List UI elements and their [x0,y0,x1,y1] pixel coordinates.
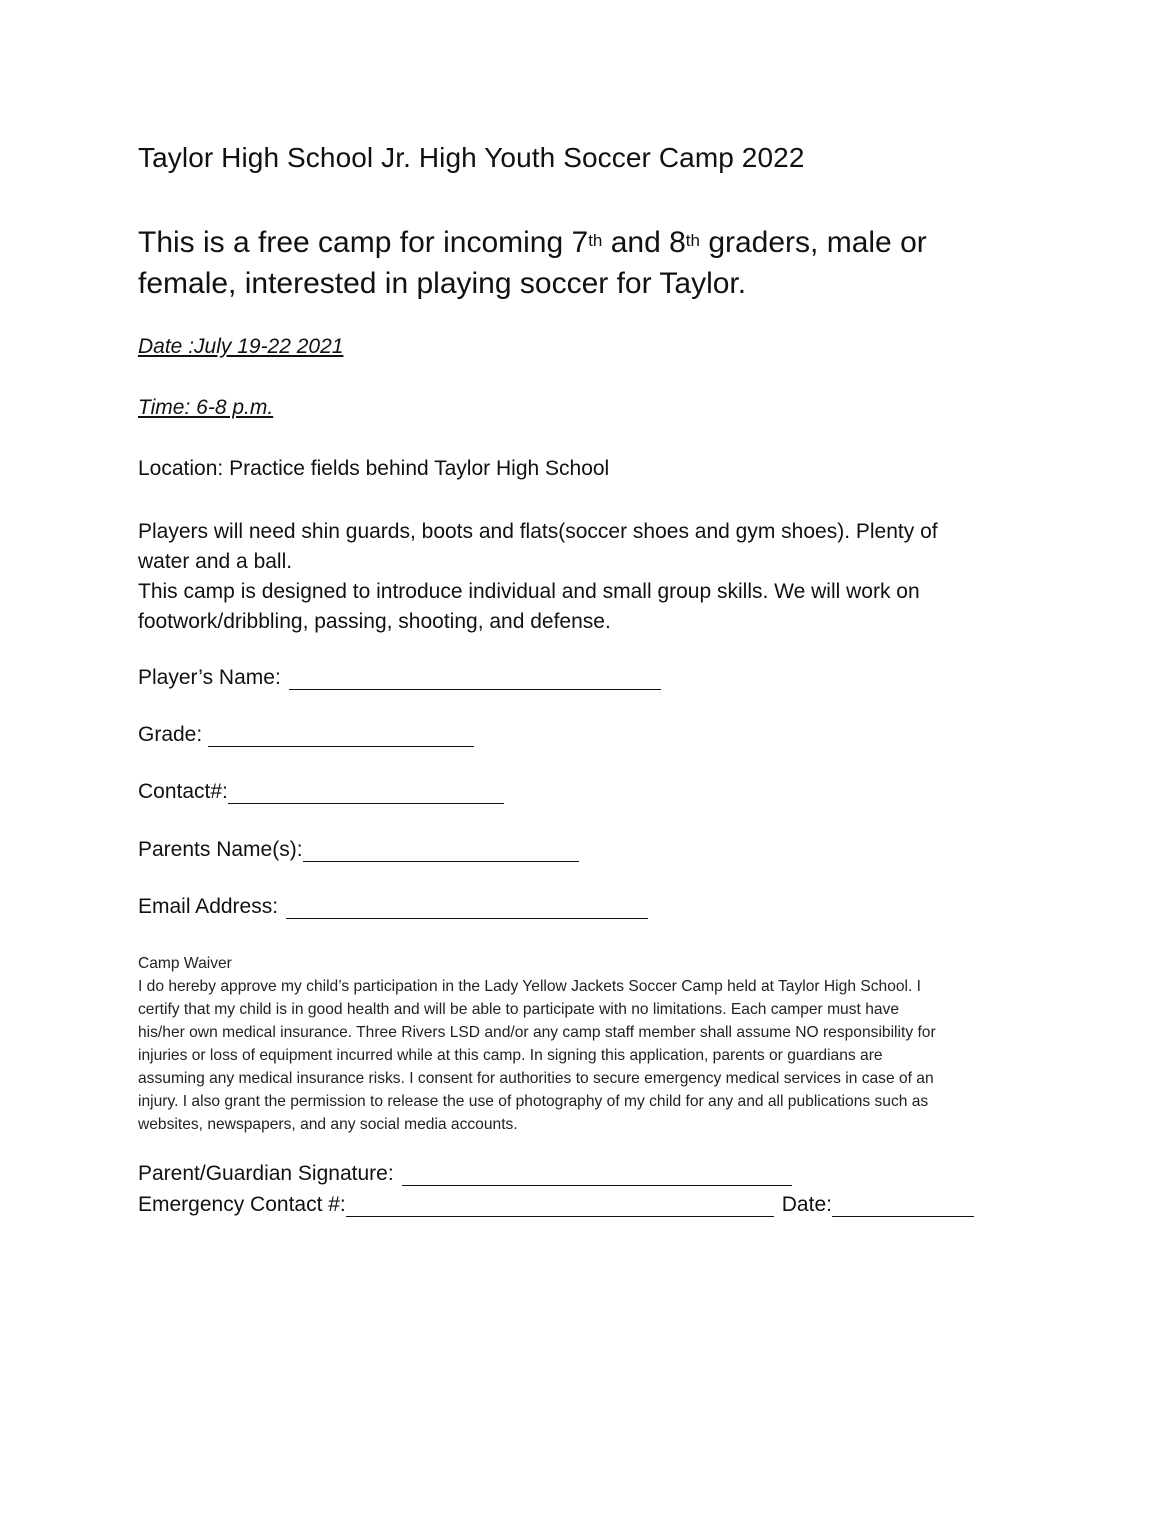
waiver-line: his/her own medical insurance. Three Rivers LSD and/or any camp staff member shall assume NO responsibility for [138,1024,936,1041]
text-line: This camp is designed to introduce individual and small group skills. We will work on [138,580,920,603]
intro-text [138,222,1038,304]
equipment-paragraph [138,517,1038,577]
grade-field [138,723,474,747]
field-label: Grade: [138,723,203,746]
text-line: footwork/dribbling, passing, shooting, and defense. [138,610,611,633]
contact-blank[interactable] [228,783,504,804]
camp-date: Date :July 19-22 2021 [138,335,344,358]
field-label: Emergency Contact #: [138,1193,346,1216]
camp-waiver [138,952,1038,1136]
superscript: th [588,231,603,250]
player-name-blank[interactable] [289,669,661,690]
text-line: Players will need shin guards, boots and flats(soccer shoes and gym shoes). Plenty of [138,520,938,543]
waiver-line: assuming any medical insurance risks. I consent for authorities to secure emergency medical services in case of an [138,1070,934,1087]
emergency-contact-field [138,1193,974,1217]
text-line: water and a ball. [138,550,293,573]
skills-paragraph [138,577,1038,637]
field-label: Parents Name(s): [138,838,303,861]
field-label: Player’s Name: [138,666,281,689]
contact-field [138,780,504,804]
waiver-line: websites, newspapers, and any social media accounts. [138,1116,518,1133]
superscript: th [685,231,700,250]
field-label: Parent/Guardian Signature: [138,1162,394,1185]
intro-part: This is a free camp for incoming 7 [138,226,589,259]
date-blank[interactable] [832,1196,974,1217]
parent-signature-field [138,1162,792,1186]
intro-part: graders, male or [699,226,927,259]
document-title: Taylor High School Jr. High Youth Soccer Camp 2022 [138,142,805,173]
camp-time: Time: 6-8 p.m. [138,396,274,419]
intro-part: female, interested in playing soccer for Taylor. [138,267,747,300]
camp-location: Location: Practice fields behind Taylor High School [138,457,610,480]
waiver-heading: Camp Waiver [138,955,232,972]
field-label: Date: [781,1193,832,1216]
field-label: Contact#: [138,780,228,803]
intro-part: and 8 [602,226,686,259]
waiver-line: I do hereby approve my child’s participation in the Lady Yellow Jackets Soccer Camp held at Taylor High School. I [138,978,922,995]
parents-name-field [138,838,579,862]
email-field [138,895,648,919]
waiver-line: injury. I also grant the permission to release the use of photography of my child for any and all publications such as [138,1093,929,1110]
waiver-line: injuries or loss of equipment incurred while at this camp. In signing this application, parents or guardians are [138,1047,883,1064]
grade-blank[interactable] [208,726,474,747]
emergency-contact-blank[interactable] [346,1196,774,1217]
signature-blank[interactable] [402,1165,792,1186]
waiver-line: certify that my child is in good health and will be able to participate with no limitations. Each camper must have [138,1001,900,1018]
email-blank[interactable] [286,898,648,919]
field-label: Email Address: [138,895,279,918]
player-name-field [138,666,661,690]
parents-name-blank[interactable] [303,841,579,862]
